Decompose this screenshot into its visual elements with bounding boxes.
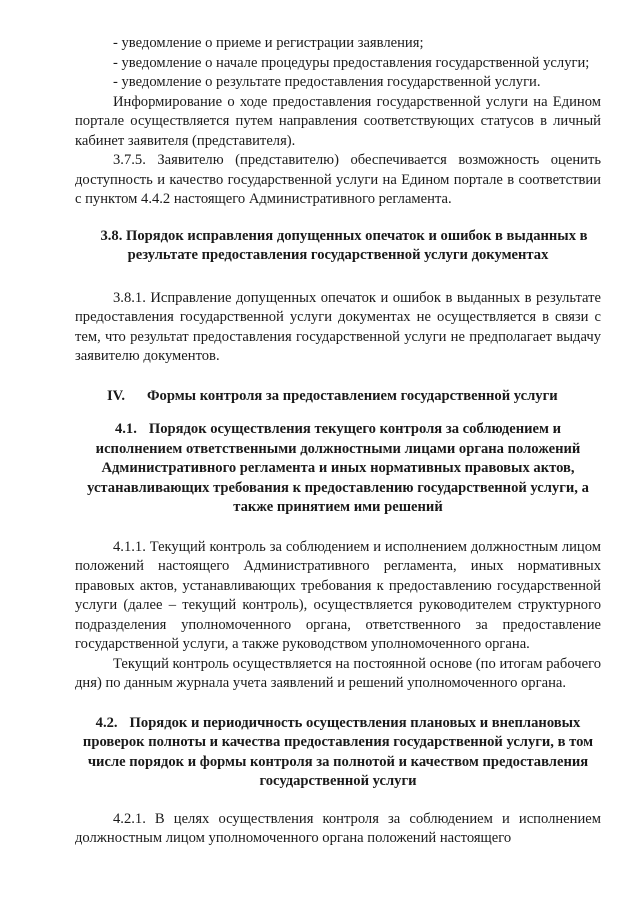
heading-3-8: 3.8. Порядок исправления допущенных опечаток и ошибок в выданных в результате предоставления государственной услуги документах (100, 227, 588, 263)
list-item-start-notice: - уведомление о начале процедуры предоставления государственной услуги; (113, 54, 590, 71)
heading-section-iv-number: IV. (107, 387, 125, 404)
document-body (75, 34, 601, 849)
heading-section-iv (75, 387, 601, 407)
heading-section-iv-title: Формы контроля за предоставлением государственной услуги (147, 387, 558, 404)
paragraph-4-1-1: 4.1.1. Текущий контроль за соблюдением и исполнением должностным лицом положений настоящего Административного регламента, иных нормативных правовых актов, устанавливающих требования к предоставлению государственной услуги (далее – текущий контроль), осуществляется руководителем структурного подразделения уполномоченного органа, ответственного за предоставление государственной услуги, а также руководством уполномоченного органа. (75, 538, 601, 652)
paragraph-informing: Информирование о ходе предоставления государственной услуги на Едином портале осуществляется путем направления соответствующих статусов в личный кабинет заявителя (представителя). (75, 93, 601, 149)
paragraph-current-control: Текущий контроль осуществляется на постоянной основе (по итогам рабочего дня) по данным журнала учета заявлений и решений уполномоченного органа. (75, 655, 601, 691)
list-item-receipt-notice: - уведомление о приеме и регистрации заявления; (113, 35, 424, 51)
paragraph-4-2-1: 4.2.1. В целях осуществления контроля за соблюдением и исполнением должностным лицом уполномоченного органа положений настоящего (75, 810, 601, 846)
paragraph-3-8-1: 3.8.1. Исправление допущенных опечаток и ошибок в выданных в результате предоставления государственной услуги документах не осуществляется в связи с тем, что результат предоставления государственной услуги не предполагает выдачу заявителю документов. (75, 289, 601, 364)
heading-4-1 (75, 420, 601, 518)
heading-4-2-title: Порядок и периодичность осуществления плановых и внеплановых проверок полноты и качества предоставления государственной услуги, в том числе порядок и формы контроля за полнотой и качеством предоставления государственной услуги (82, 714, 594, 789)
heading-4-1-title: Порядок осуществления текущего контроля за соблюдением и исполнением ответственными должностными лицами органа положений Административного регламента и иных нормативных правовых актов, устанавливающих требования к предоставлению государственной услуги, а также принятием ими решений (87, 421, 589, 515)
paragraph-3-7-5: 3.7.5. Заявителю (представителю) обеспечивается возможность оценить доступность и качество государственной услуги на Едином портале в соответствии с пунктом 4.4.2 настоящего Административного регламента. (75, 152, 601, 207)
heading-4-2-number: 4.2. (95, 714, 118, 731)
heading-4-2 (75, 714, 601, 792)
heading-4-1-number: 4.1. (114, 421, 137, 437)
list-item-result-notice: - уведомление о результате предоставления государственной услуги. (113, 74, 541, 90)
